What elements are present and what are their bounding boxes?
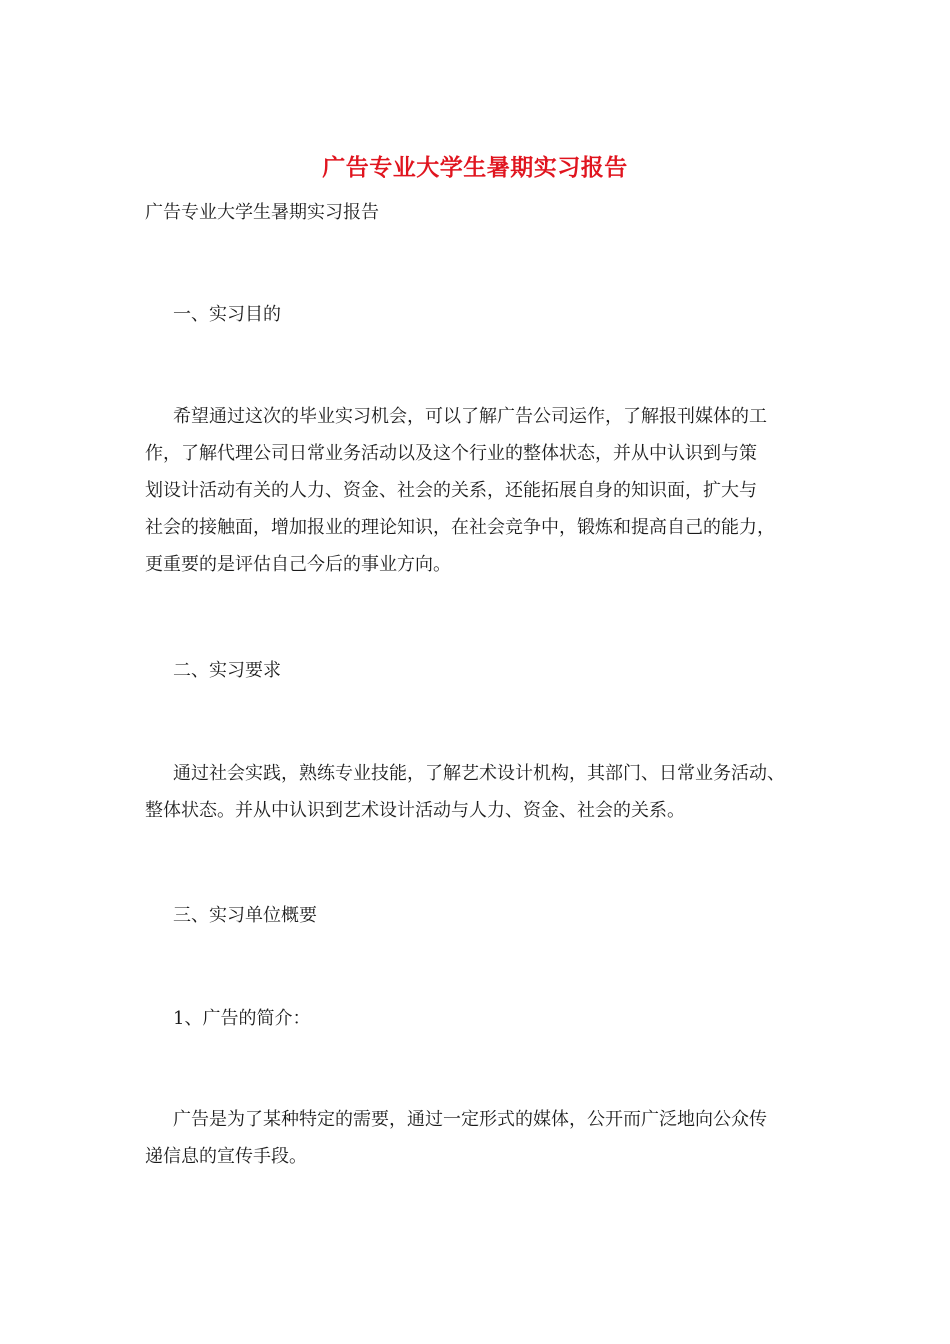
document-title: 广告专业大学生暑期实习报告 — [322, 154, 628, 181]
subsection-heading-ad-intro: 1、广告的简介： — [173, 1008, 311, 1029]
section-heading-purpose: 一、实习目的 — [173, 304, 281, 325]
paragraph-line: 社会的接触面，增加报业的理论知识，在社会竞争中，锻炼和提高自己的能力， — [145, 517, 775, 538]
paragraph-line: 更重要的是评估自己今后的事业方向。 — [145, 554, 451, 575]
paragraph-line: 广告是为了某种特定的需要，通过一定形式的媒体，公开而广泛地向公众传 — [173, 1109, 767, 1130]
paragraph-line: 递信息的宣传手段。 — [145, 1146, 307, 1167]
paragraph-line: 作，了解代理公司日常业务活动以及这个行业的整体状态，并从中认识到与策 — [145, 443, 757, 464]
paragraph-purpose — [145, 398, 815, 583]
paragraph-line: 整体状态。并从中认识到艺术设计活动与人力、资金、社会的关系。 — [145, 800, 685, 821]
paragraph-line: 通过社会实践，熟练专业技能，了解艺术设计机构，其部门、日常业务活动、 — [173, 763, 785, 784]
section-heading-requirements: 二、实习要求 — [173, 660, 281, 681]
paragraph-line: 划设计活动有关的人力、资金、社会的关系，还能拓展自身的知识面，扩大与 — [145, 480, 757, 501]
paragraph-line: 希望通过这次的毕业实习机会，可以了解广告公司运作，了解报刊媒体的工 — [173, 406, 767, 427]
paragraph-requirements — [145, 755, 815, 829]
document-subtitle: 广告专业大学生暑期实习报告 — [145, 202, 379, 223]
section-heading-unit-overview: 三、实习单位概要 — [173, 905, 317, 926]
paragraph-ad-intro — [145, 1101, 815, 1175]
